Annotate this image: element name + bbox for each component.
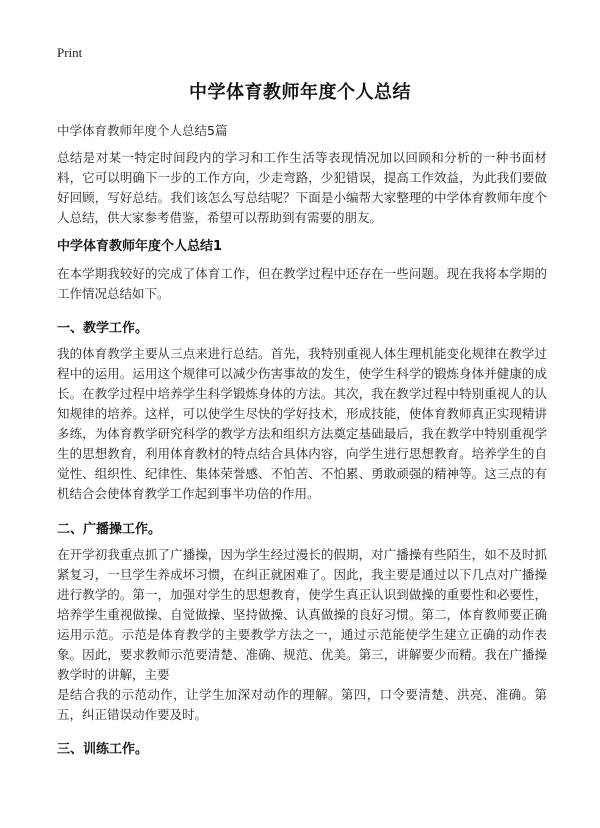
page-title: 中学体育教师年度个人总结 xyxy=(189,82,411,103)
section-title: 中学体育教师年度个人总结1 xyxy=(57,239,223,254)
broadcast-exercise-paragraph: 在开学初我重点抓了广播操，因为学生经过漫长的假期，对广播操有些陌生，如不及时抓紧复习，一旦学生养成坏习惯，在纠正就困难了。因此，我主要是通过以下几点对广播操进行教学的。第一，加强对学生的思想教育，使学生真正认识到做操的重要性和必要性，培养学生重视做操、自觉做操、坚持做操、认真做操的良好习惯。第二，体育教师要正确运用示范。示范是体育教学的主要教学方法之一，通过示范能使学生建立正确的动作表象。因此，要求教师示范要清楚、准确、规范、优美。第三，讲解要少而精。我在广播操教学时的讲解，主要 xyxy=(57,547,547,682)
section-intro-paragraph: 在本学期我较好的完成了体育工作，但在教学过程中还存在一些问题。现在我将本学期的工作情况总结如下。 xyxy=(57,266,547,301)
broadcast-exercise-paragraph-continued: 是结合我的示范动作，让学生加深对动作的理解。第四，口令要清楚、洪亮、准确。第五，纠正错误动作要及时。 xyxy=(57,687,547,722)
teaching-work-paragraph: 我的体育教学主要从三点来进行总结。首先，我特别重视人体生理机能变化规律在教学过程中的运用。运用这个规律可以减少伤害事故的发生，使学生科学的锻炼身体并健康的成长。在教学过程中培养学生科学锻炼身体的方法。其次，我在教学过程中特别重视人的认知规律的培养。这样，可以使学生尽快的学好技术，形成技能，使体育教师真正实现精讲多练，为体育教学研究科学的教学方法和组织方法奠定基础最后，我在教学中特别重视学生的思想教育，利用体育教材的特点结合具体内容，向学生进行思想教育。培养学生的自觉性、组织性、纪律性、集体荣誉感、不怕苦、不怕累、勇敢顽强的精神等。这三点的有机结合会使体育教学工作起到事半功倍的作用。 xyxy=(57,346,547,501)
document-subtitle: 中学体育教师年度个人总结5篇 xyxy=(57,123,228,138)
intro-paragraph: 总结是对某一特定时间段内的学习和工作生活等表现情况加以回顾和分析的一种书面材料，它可以明确下一步的工作方向，少走弯路，少犯错误，提高工作效益，为此我们要做好回顾，写好总结。我们该怎么写总结呢？下面是小编帮大家整理的中学体育教师年度个人总结，供大家参考借鉴，希望可以帮助到有需要的朋友。 xyxy=(57,150,547,225)
heading-training-work: 三、训练工作。 xyxy=(57,742,149,757)
heading-broadcast-exercise: 二、广播操工作。 xyxy=(57,522,162,537)
print-link[interactable]: Print xyxy=(57,45,83,60)
heading-teaching-work: 一、教学工作。 xyxy=(57,321,149,336)
